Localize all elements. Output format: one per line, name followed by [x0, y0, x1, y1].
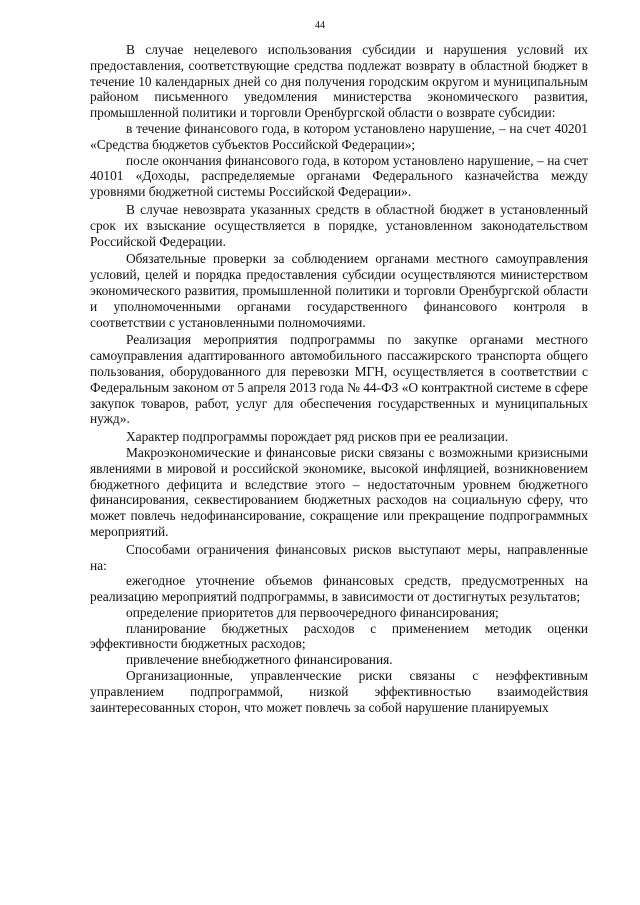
list-item-priorities: определение приоритетов для первоочередного финансирования;	[126, 604, 499, 620]
paragraph-procurement: Реализация мероприятия подпрограммы по закупке органами местного самоуправления адаптированного автомобильного пассажирского транспорта общего пользования, оборудованного для перевозки МГН, осуществляется в соответствии с Федеральным законом от 5 апреля 2013 года № 44-ФЗ «О контрактной системе в сфере закупок товаров, работ, услуг для обеспечения государственных и муниципальных нужд».	[90, 332, 588, 427]
paragraph-subsidy-return: В случае нецелевого использования субсидии и нарушения условий их предоставления, соответствующие средства подлежат возврату в областной бюджет в течение 10 календарных дней со дня получения городским округом и муниципальным районом письменного уведомления министерства экономического развития, промышленной политики и торговли Оренбургской области о возврате субсидии:	[90, 42, 588, 121]
paragraph-risks-intro: Характер подпрограммы порождает ряд рисков при ее реализации.	[126, 429, 509, 445]
document-body	[90, 42, 588, 715]
list-item-extrabudgetary: привлечение внебюджетного финансирования.	[126, 652, 393, 668]
paragraph-account-40201: в течение финансового года, в котором установлено нарушение, – на счет 40201 «Средства бюджетов субъектов Российской Федерации»;	[90, 120, 588, 152]
list-item-annual-adjustment: ежегодное уточнение объемов финансовых средств, предусмотренных на реализацию мероприятий подпрограммы, в зависимости от достигнутых результатов;	[90, 573, 588, 605]
paragraph-risk-measures: Способами ограничения финансовых рисков выступают меры, направленные на:	[90, 541, 588, 573]
paragraph-non-return: В случае невозврата указанных средств в областной бюджет в установленный срок их взыскание осуществляется в порядке, установленном законодательством Российской Федерации.	[90, 201, 588, 249]
paragraph-organizational-risks: Организационные, управленческие риски связаны с неэффективным управлением подпрограммой, низкой эффективностью взаимодействия заинтересованных сторон, что может повлечь за собой нарушение планируемых	[90, 668, 588, 715]
page-number: 44	[315, 20, 325, 31]
list-item-planning: планирование бюджетных расходов с применением методик оценки эффективности бюджетных расходов;	[90, 620, 588, 652]
paragraph-mandatory-checks: Обязательные проверки за соблюдением органами местного самоуправления условий, целей и порядка предоставления субсидии осуществляются министерством экономического развития, промышленной политики и торговли Оренбургской области и уполномоченными органами государственного финансового контроля в соответствии с установленными полномочиями.	[90, 251, 588, 330]
paragraph-account-40101: после окончания финансового года, в котором установлено нарушение, – на счет 40101 «Доходы, распределяемые органами Федерального казначейства между уровнями бюджетной системы Российской Федерации».	[90, 152, 588, 200]
paragraph-macro-risks: Макроэкономические и финансовые риски связаны с возможными кризисными явлениями в мировой и российской экономике, высокой инфляцией, возникновением бюджетного дефицита и вследствие этого – недостаточным уровнем бюджетного финансирования, секвестированием бюджетных расходов на социальную сферу, что может повлечь недофинансирование, сокращение или прекращение подпрограммных мероприятий.	[90, 444, 588, 539]
